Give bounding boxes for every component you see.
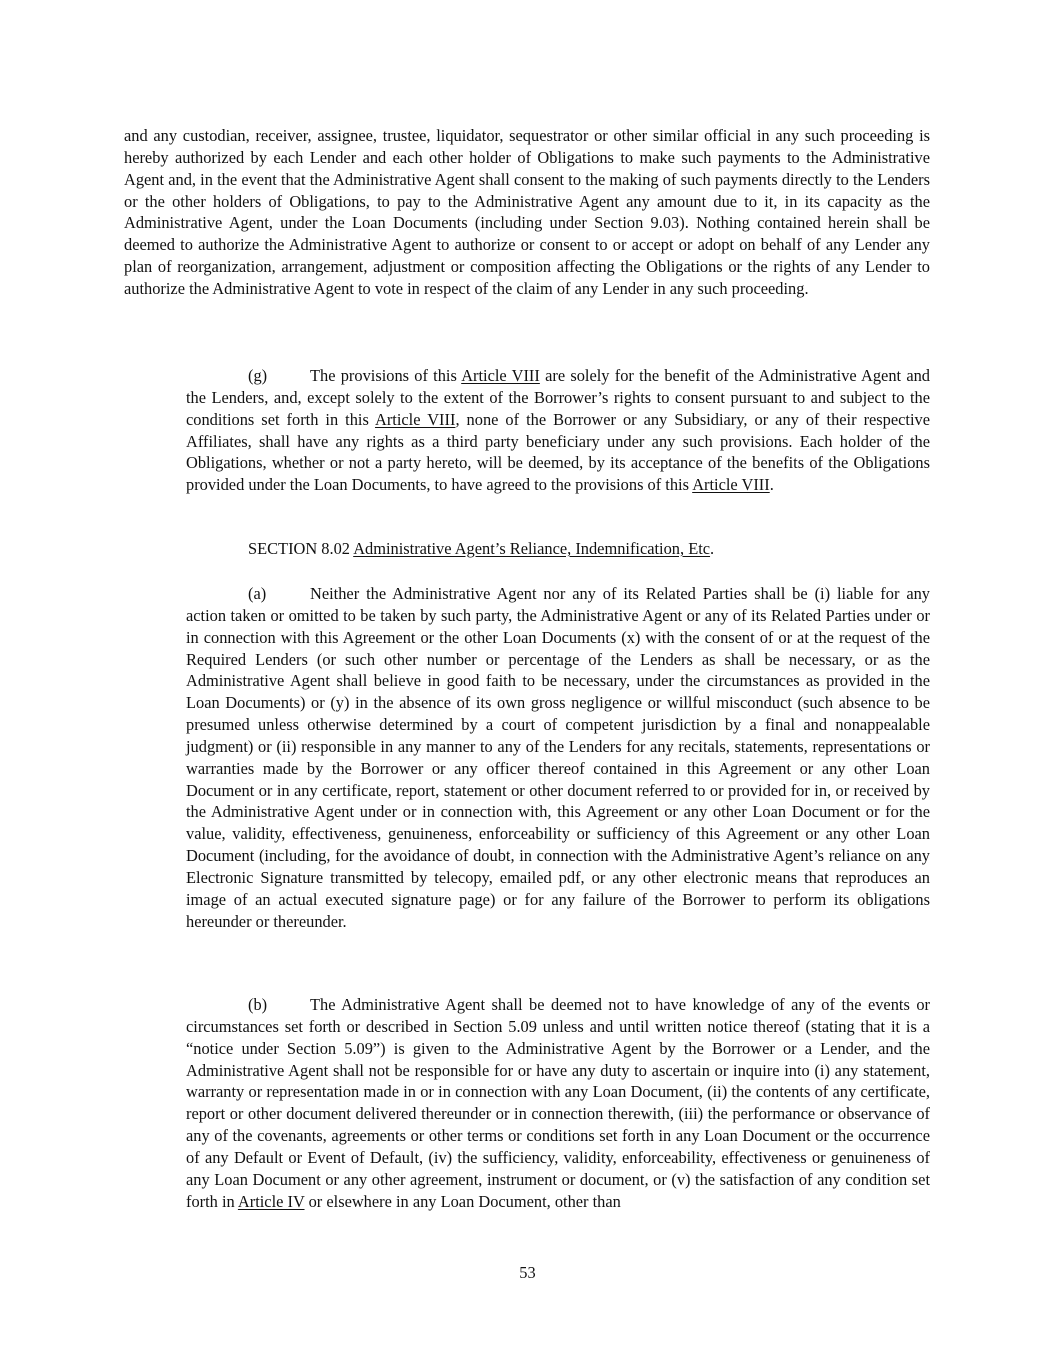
paragraph-g-text-4: .: [769, 475, 774, 495]
section-heading: [248, 538, 930, 560]
paragraph-g-text-3: , none of the Borrower or any Subsidiary, or any of their respective Affiliates, shall have any rights as a third party beneficiary under any such provisions. Each holder of the Obligations, whether or not a party hereto, will be deemed, by its acceptance of the benefits of the Obligations provided under the Loan Documents, to have agreed to the provisions of this: [186, 409, 931, 495]
paragraph-g: [186, 365, 930, 496]
section-title-trailing: .: [710, 539, 715, 558]
article-iv-reference: Article IV: [237, 1191, 305, 1211]
paragraph-continuation: and any custodian, receiver, assignee, trustee, liquidator, sequestrator or other similar official in any such proceeding is hereby authorized by each Lender and each other holder of Obligations to make such payments to the Administrative Agent and, in the event that the Administrative Agent shall consent to the making of such payments directly to the Lenders or the other holders of Obligations, to pay to the Administrative Agent any amount due to it, in its capacity as the Administrative Agent, under the Loan Documents (including under Section 9.03). Nothing contained herein shall be deemed to authorize the Administrative Agent to authorize or consent to or accept or adopt on behalf of any Lender any plan of reorganization, arrangement, adjustment or composition affecting the Obligations or the rights of any Lender to authorize the Administrative Agent to vote in respect of the claim of any Lender in any such proceeding.: [124, 126, 930, 298]
paragraph-g-text-1: The provisions of this: [310, 366, 462, 385]
section-title: Administrative Agent’s Reliance, Indemnification, Etc: [353, 539, 711, 558]
paragraph-g-text-2: are solely for the benefit of the Administrative Agent and the Lenders, and, except solely to the extent of the Borrower’s rights to consent pursuant to and subject to the conditions set forth in this: [186, 366, 930, 429]
article-viii-reference-2: Article VIII: [374, 409, 456, 429]
paragraph-b: [186, 994, 930, 1212]
paragraph-b-label: (b): [248, 995, 268, 1014]
page-number: 53: [519, 1263, 536, 1282]
paragraph-b-text-2: or elsewhere in any Loan Document, other than: [304, 1191, 621, 1211]
paragraph-g-label: (g): [248, 366, 268, 385]
paragraph-a-text: Neither the Administrative Agent nor any of its Related Parties shall be (i) liable for any action taken or omitted to be taken by such party, the Administrative Agent or any of its Related Parties under or in connection with this Agreement or the other Loan Documents (x) with the consent of or at the request of the Required Lenders (or such other number or percentage of the Lenders as shall be necessary, or as the Administrative Agent shall believe in good faith to be necessary, under the circumstances as provided in the Loan Documents) or (y) in the absence of its own gross negligence or willful misconduct (such absence to be presumed unless otherwise determined by a court of competent jurisdiction by a final and nonappealable judgment) or (ii) responsible in any manner to any of the Lenders for any recitals, statements, representations or warranties made by the Borrower or any officer thereof contained in this Agreement or any other Loan Document or in any certificate, report, statement or other document referred to or provided for in, or received by the Administrative Agent under or in connection with, this Agreement or any other Loan Document or for the value, validity, effectiveness, genuineness, enforceability or sufficiency of this Agreement or any other Loan Document (including, for the avoidance of doubt, in connection with the Administrative Agent’s reliance on any Electronic Signature transmitted by telecopy, emailed pdf, or any other electronic means that reproduces an image of an actual executed signature page) or for any failure of the Borrower to perform its obligations hereunder or thereunder.: [186, 584, 930, 931]
article-viii-reference-3: Article VIII: [692, 475, 770, 495]
paragraph-a: [186, 583, 930, 933]
paragraph-b-text-1: The Administrative Agent shall be deemed not to have knowledge of any of the events or circumstances set forth or described in Section 5.09 unless and until written notice thereof (stating that it is a “notice under Section 5.09”) is given to the Administrative Agent by the Borrower or a Lender, and the Administrative Agent shall not be responsible for or have any duty to ascertain or inquire into (i) any statement, warranty or representation made in or in connection with any Loan Document, (ii) the contents of any certificate, report or other document delivered thereunder or in connection therewith, (iii) the performance or observance of any of the covenants, agreements or other terms or conditions set forth in any Loan Document or the occurrence of any Default or Event of Default, (iv) the sufficiency, validity, enforceability, effectiveness or genuineness of any Loan Document or any other agreement, instrument or document, or (v) the satisfaction of any condition set forth in: [186, 995, 930, 1211]
article-viii-reference-1: Article VIII: [461, 366, 540, 385]
paragraph-a-label: (a): [248, 584, 267, 603]
section-number: SECTION 8.02: [248, 539, 354, 558]
